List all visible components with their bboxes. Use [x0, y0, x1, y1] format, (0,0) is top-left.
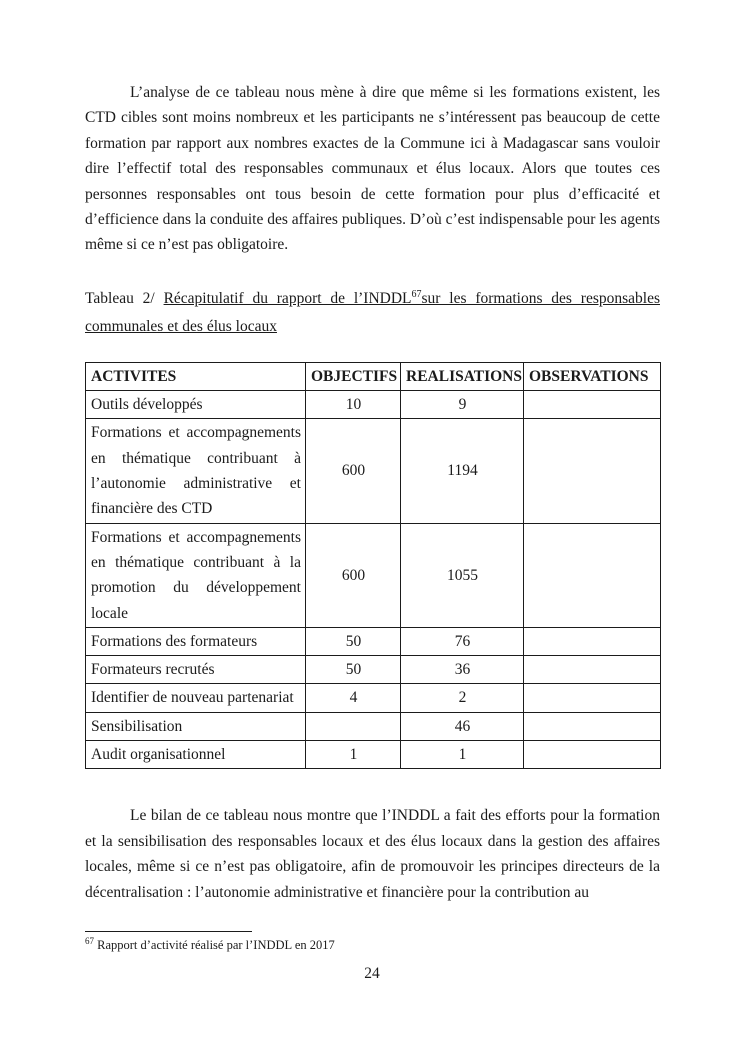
cell-activite: Identifier de nouveau partenariat — [86, 684, 306, 712]
footnote-reference-67: 67 — [411, 288, 422, 300]
table-caption-title-part2: sur les formations des responsables communales et des élus locaux — [85, 289, 660, 335]
cell-objectif: 1 — [306, 741, 401, 769]
table-header-row — [86, 362, 661, 390]
column-header-realisations: REALISATIONS — [401, 362, 524, 390]
table-row — [86, 627, 661, 655]
cell-observation — [524, 712, 661, 740]
cell-objectif: 600 — [306, 523, 401, 627]
table-caption — [85, 285, 660, 341]
table-row — [86, 656, 661, 684]
cell-realisation: 46 — [401, 712, 524, 740]
table-row — [86, 523, 661, 627]
cell-activite: Outils développés — [86, 391, 306, 419]
footnote-text: Rapport d’activité réalisé par l’INDDL en 2017 — [97, 938, 335, 952]
cell-objectif: 4 — [306, 684, 401, 712]
footnote-marker: 67 — [85, 935, 94, 946]
table-caption-title — [85, 290, 660, 335]
table-row — [86, 741, 661, 769]
cell-observation — [524, 627, 661, 655]
table-row — [86, 684, 661, 712]
cell-realisation: 1055 — [401, 523, 524, 627]
footnote-area — [85, 931, 660, 953]
page-content — [85, 80, 660, 905]
cell-activite: Sensibilisation — [86, 712, 306, 740]
cell-objectif: 600 — [306, 419, 401, 523]
cell-realisation: 1194 — [401, 419, 524, 523]
cell-activite: Audit organisationnel — [86, 741, 306, 769]
cell-objectif — [306, 712, 401, 740]
column-header-activites: ACTIVITES — [86, 362, 306, 390]
cell-observation — [524, 684, 661, 712]
cell-realisation: 36 — [401, 656, 524, 684]
column-header-observations: OBSERVATIONS — [524, 362, 661, 390]
footnote — [85, 937, 660, 953]
cell-objectif: 10 — [306, 391, 401, 419]
cell-observation — [524, 523, 661, 627]
cell-objectif: 50 — [306, 656, 401, 684]
table-row — [86, 391, 661, 419]
inddl-report-table — [85, 362, 661, 769]
cell-activite: Formations et accompagnements en thématique contribuant à l’autonomie administrative et financière des CTD — [86, 419, 306, 523]
page-number: 24 — [364, 965, 380, 982]
paragraph-analysis: L’analyse de ce tableau nous mène à dire que même si les formations existent, les CTD cibles sont moins nombreux et les participants ne s’intéressent pas beaucoup de cette formation par rapport aux nombres exactes de la Commune ici à Madagascar sans vouloir dire l’effectif total des responsables communaux et élus locaux. Alors que toutes ces personnes responsables ont tous besoin de cette formation pour plus d’efficacité et d’efficience dans la conduite des affaires publiques. D’où c’est indispensable pour les agents même si ce n’est pas obligatoire. — [85, 84, 660, 254]
cell-observation — [524, 741, 661, 769]
cell-activite: Formateurs recrutés — [86, 656, 306, 684]
cell-observation — [524, 419, 661, 523]
cell-realisation: 2 — [401, 684, 524, 712]
cell-realisation: 1 — [401, 741, 524, 769]
cell-activite: Formations des formateurs — [86, 627, 306, 655]
paragraph-bilan: Le bilan de ce tableau nous montre que l’INDDL a fait des efforts pour la formation et la sensibilisation des responsables locaux et des élus locaux dans la gestion des affaires locales, même si ce n’est pas obligatoire, afin de promouvoir les principes directeurs de la décentralisation : l’autonomie administrative et financière pour la contribution au — [85, 807, 660, 901]
footnote-separator-rule — [85, 931, 252, 932]
table-row — [86, 419, 661, 523]
cell-activite: Formations et accompagnements en thématique contribuant à la promotion du développement locale — [86, 523, 306, 627]
cell-realisation: 9 — [401, 391, 524, 419]
column-header-objectifs: OBJECTIFS — [306, 362, 401, 390]
cell-observation — [524, 391, 661, 419]
table-caption-title-part1: Récapitulatif du rapport de l’INDDL — [163, 289, 412, 307]
cell-realisation: 76 — [401, 627, 524, 655]
table-caption-prefix: Tableau 2/ — [85, 289, 155, 307]
table-row — [86, 712, 661, 740]
cell-objectif: 50 — [306, 627, 401, 655]
cell-observation — [524, 656, 661, 684]
